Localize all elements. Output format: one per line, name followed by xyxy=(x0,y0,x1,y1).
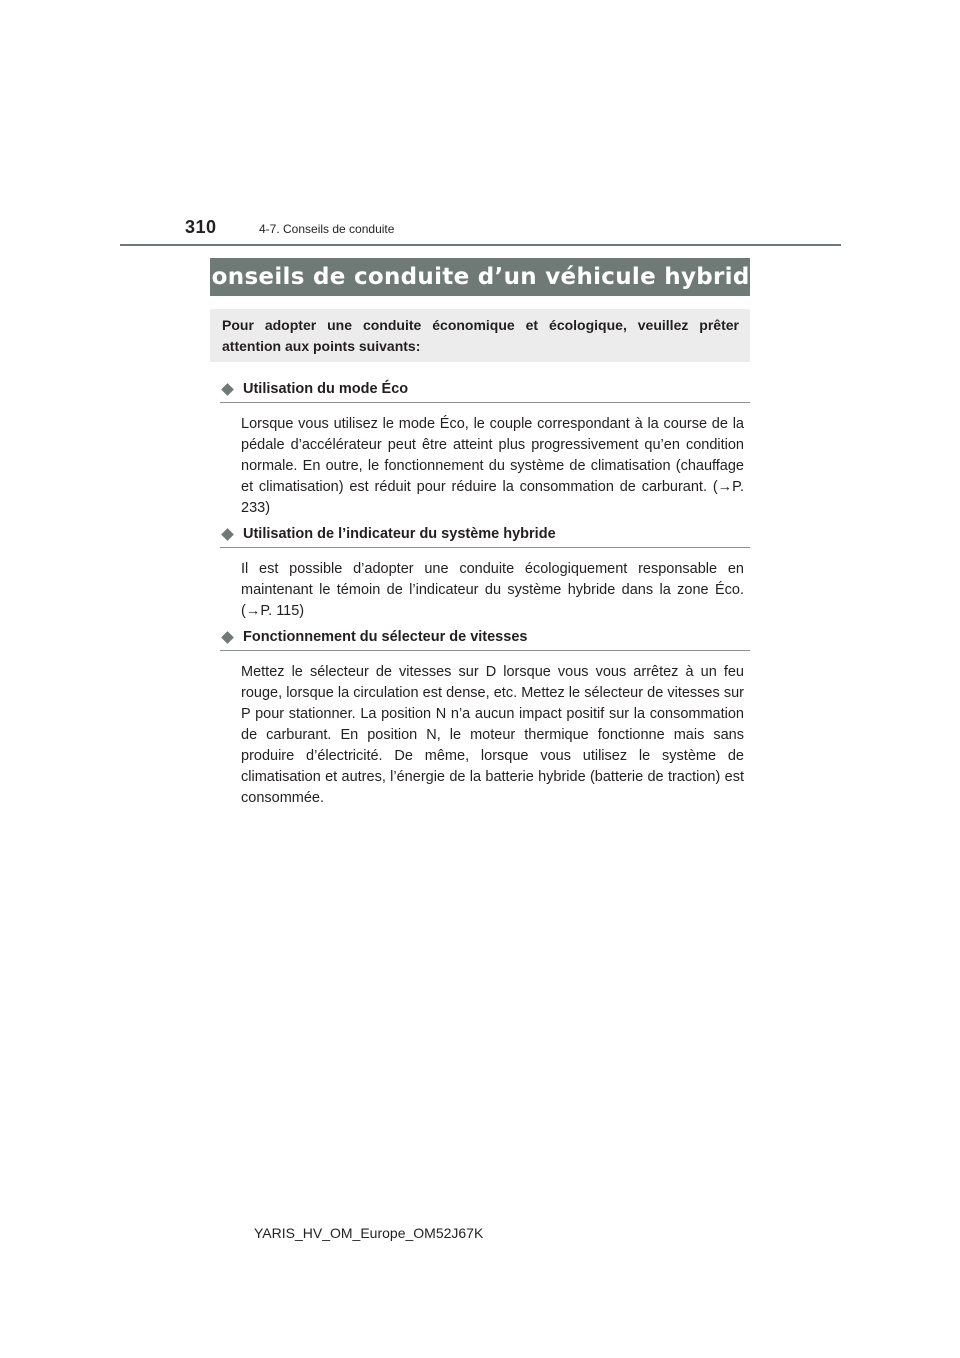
section-heading-text: Fonctionnement du sélecteur de vitesses xyxy=(243,629,528,645)
section-body: Mettez le sélecteur de vitesses sur D lorsque vous vous arrêtez à un feu rouge, lorsque la circulation est dense, etc. Mettez le sélecteur de vitesses sur P pour stationner. La position N n’a aucun impact positif sur la consommation de carburant. En position N, le moteur thermique fonctionne mais sans produire d’électricité. De même, lorsque vous utilisez le système de climatisation et autres, l’énergie de la batterie hybride (batterie de traction) est consommée. xyxy=(241,664,744,806)
footer-code: YARIS_HV_OM_Europe_OM52J67K xyxy=(254,1225,484,1241)
header-rule xyxy=(120,244,841,246)
intro-box: Pour adopter une conduite économique et écologique, veuillez prêter attention aux points suivants: xyxy=(210,309,750,362)
diamond-bullet-icon xyxy=(221,383,234,396)
section-heading xyxy=(220,378,750,403)
section-hybrid-indicator xyxy=(220,523,750,622)
section-body: Il est possible d’adopter une conduite écologiquement responsable en maintenant le témoin de l’indicateur du système hybride dans la zone Éco. (→P. 115) xyxy=(241,561,744,619)
section-heading xyxy=(220,523,750,548)
section-heading-text: Utilisation de l’indicateur du système hybride xyxy=(243,526,556,542)
section-heading-text: Utilisation du mode Éco xyxy=(243,381,409,397)
section-body: Lorsque vous utilisez le mode Éco, le couple correspondant à la course de la pédale d’accélérateur peut être atteint plus progressivement qu’en condition normale. En outre, le fonctionnement du système de climatisation (chauffage et climatisation) est réduit pour réduire la consommation de carburant. (→P. 233) xyxy=(241,416,744,516)
page-title: Conseils de conduite d’un véhicule hybride xyxy=(210,258,750,296)
section-heading xyxy=(220,626,750,651)
section-label: 4-7. Conseils de conduite xyxy=(259,222,395,236)
section-shift-lever xyxy=(220,626,750,809)
page-number: 310 xyxy=(185,217,217,237)
diamond-bullet-icon xyxy=(221,631,234,644)
section-eco-mode xyxy=(220,378,750,519)
diamond-bullet-icon xyxy=(221,528,234,541)
